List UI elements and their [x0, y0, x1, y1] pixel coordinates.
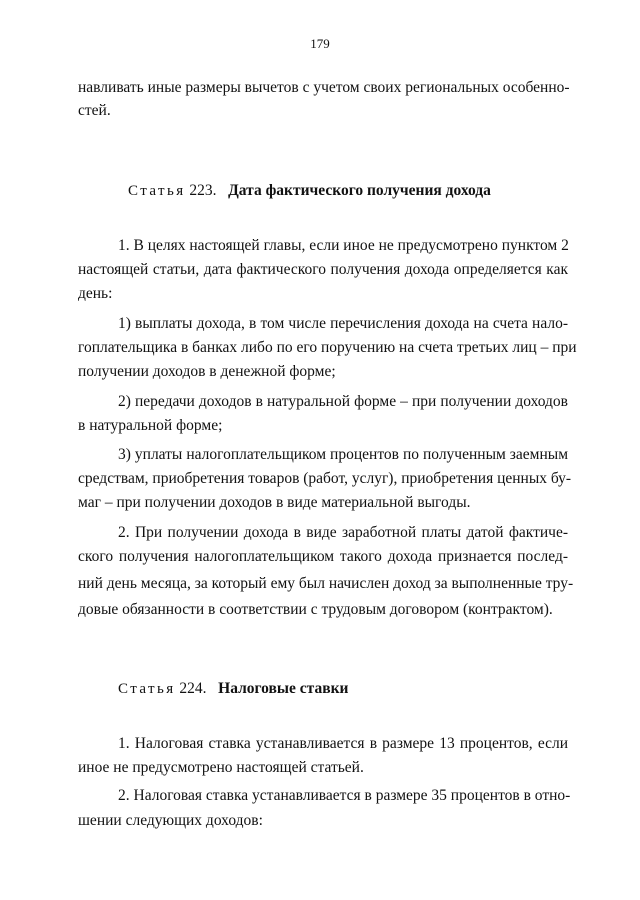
article-224-line-1: 1. Налоговая ставка устанавливается в размере 13 процентов, если	[118, 735, 568, 752]
article-223-line-1: 1. В целях настоящей главы, если иное не предусмотрено пунктом 2	[118, 237, 569, 254]
article-224-label: Статья	[118, 681, 176, 697]
article-223-line-12: 2. При получении дохода в виде заработной платы датой фактиче-	[118, 524, 568, 541]
article-223-line-6: получении доходов в денежной форме;	[78, 363, 336, 380]
article-223-line-10: средствам, приобретения товаров (работ, услуг), приобретения ценных бу-	[78, 470, 572, 487]
article-223-line-9: 3) уплаты налогоплательщиком процентов по полученным заемным	[118, 446, 568, 463]
article-223-line-14: ний день месяца, за который ему был начислен доход за выполненные тру-	[78, 575, 574, 592]
article-224-line-2: иное не предусмотрено настоящей статьей.	[78, 759, 364, 776]
intro-line-2: стей.	[78, 102, 111, 119]
article-223-number: 223.	[189, 182, 217, 199]
article-223-label: Статья	[128, 183, 186, 199]
article-224-title: Налоговые ставки	[218, 680, 349, 697]
article-223-title: Дата фактического получения дохода	[228, 182, 491, 199]
article-223-line-3: день:	[78, 285, 113, 302]
article-224-line-3: 2. Налоговая ставка устанавливается в размере 35 процентов в отно-	[118, 787, 571, 804]
article-223-line-11: маг – при получении доходов в виде материальной выгоды.	[78, 494, 471, 511]
article-224-line-4: шении следующих доходов:	[78, 812, 263, 829]
article-223-line-8: в натуральной форме;	[78, 417, 223, 434]
article-223-heading	[128, 182, 491, 200]
article-223-line-15: довые обязанности в соответствии с трудовым договором (контрактом).	[78, 601, 553, 618]
article-223-line-4: 1) выплаты дохода, в том числе перечисления дохода на счета нало-	[118, 315, 568, 332]
article-223-line-5: гоплательщика в банках либо по его поручению на счета третьих лиц – при	[78, 339, 577, 356]
article-223-line-2: настоящей статьи, дата фактического получения дохода определяется как	[78, 261, 568, 278]
article-223-line-7: 2) передачи доходов в натуральной форме – при получении доходов	[118, 393, 568, 410]
intro-line-1: навливать иные размеры вычетов с учетом своих региональных особенно-	[78, 79, 570, 96]
article-223-line-13: ского получения налогоплательщиком такого дохода признается послед-	[78, 548, 568, 565]
article-224-heading	[118, 680, 348, 698]
page-number: 179	[310, 36, 330, 51]
article-224-number: 224.	[179, 680, 207, 697]
